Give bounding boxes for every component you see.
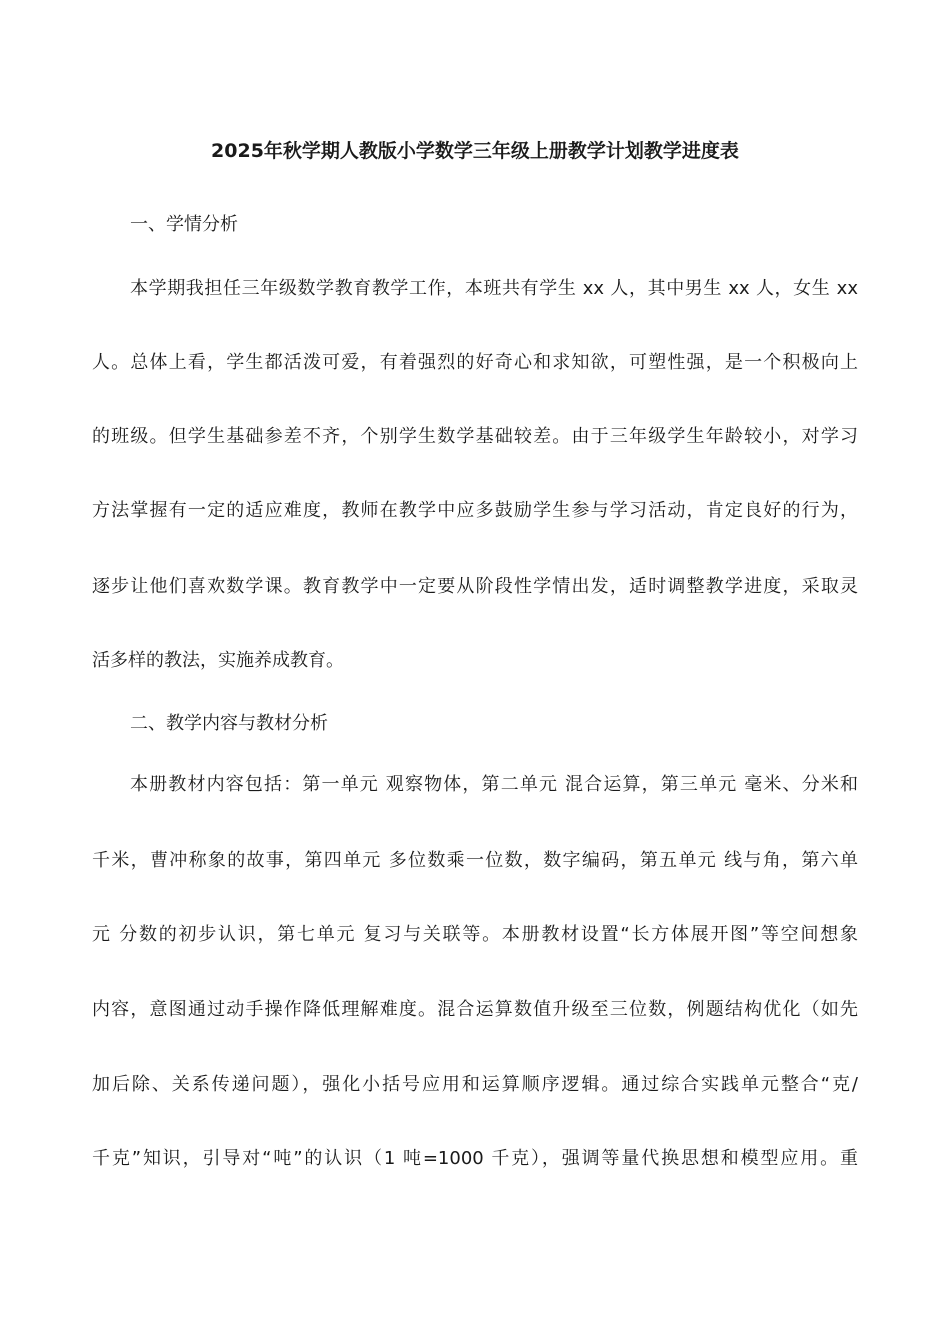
paragraph-line: 人。总体上看，学生都活泼可爱，有着强烈的好奇心和求知欲，可塑性强，是一个积极向上 [92,352,858,373]
paragraph-line: 内容，意图通过动手操作降低理解难度。混合运算数值升级至三位数，例题结构优化（如先 [92,999,858,1020]
paragraph-line: 方法掌握有一定的适应难度，教师在教学中应多鼓励学生参与学习活动，肯定良好的行为， [92,500,858,521]
paragraph-line: 元 分数的初步认识，第七单元 复习与关联等。本册教材设置“长方体展开图”等空间想象 [92,924,858,945]
paragraph-line: 活多样的教法，实施养成教育。 [92,650,344,671]
paragraph-line: 本册教材内容包括：第一单元 观察物体，第二单元 混合运算，第三单元 毫米、分米和 [130,774,858,795]
paragraph-line: 本学期我担任三年级数学教育教学工作，本班共有学生 xx 人，其中男生 xx 人，女生 xx [130,278,858,299]
paragraph-line: 逐步让他们喜欢数学课。教育教学中一定要从阶段性学情出发，适时调整教学进度，采取灵 [92,576,858,597]
section-heading-content-analysis: 二、教学内容与教材分析 [130,713,328,734]
paragraph-line: 的班级。但学生基础参差不齐，个别学生数学基础较差。由于三年级学生年龄较小，对学习 [92,426,858,447]
paragraph-line: 千米，曹冲称象的故事，第四单元 多位数乘一位数，数字编码，第五单元 线与角，第六单 [92,850,858,871]
document-title: 2025年秋学期人教版小学数学三年级上册教学计划教学进度表 [211,140,739,162]
section-heading-student-analysis: 一、学情分析 [130,214,238,235]
paragraph-line: 千克”知识，引导对“吨”的认识（1 吨=1000 千克），强调等量代换思想和模型应用。重 [92,1148,858,1169]
paragraph-line: 加后除、关系传递问题），强化小括号应用和运算顺序逻辑。通过综合实践单元整合“克/ [92,1074,858,1095]
